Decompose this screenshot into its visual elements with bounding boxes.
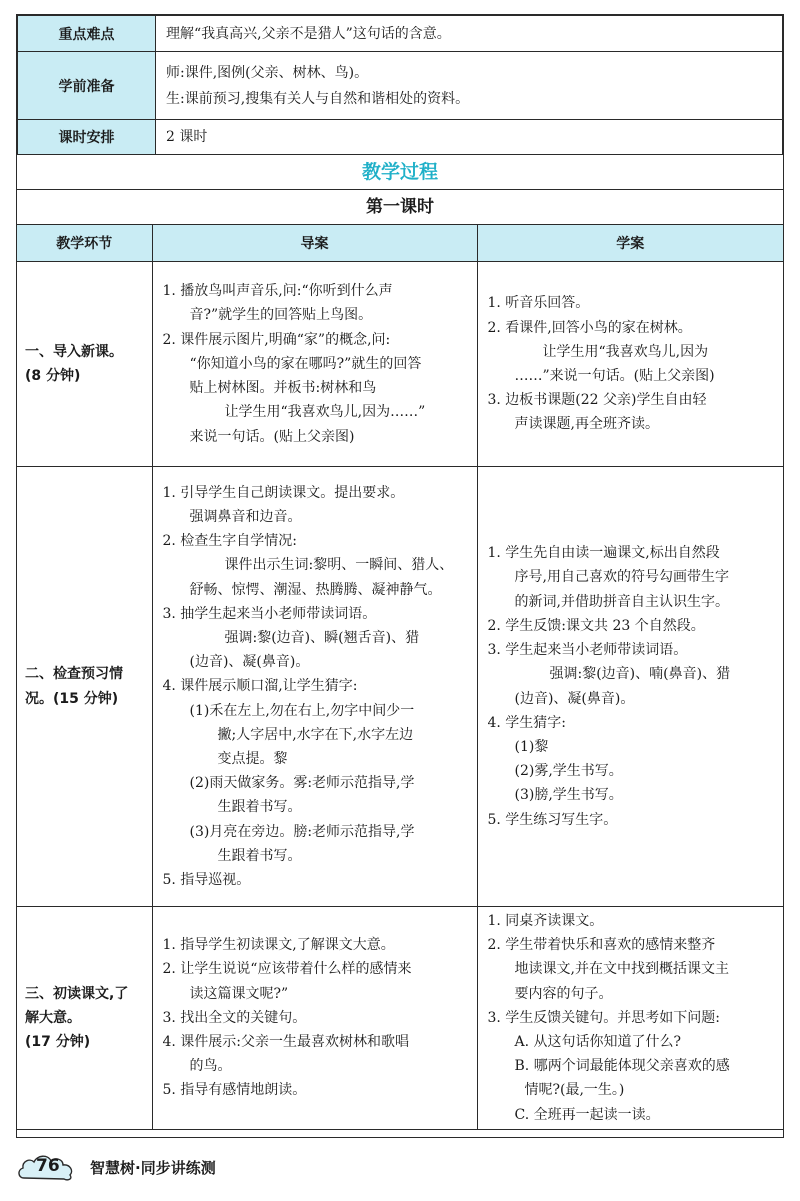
stage-row-reading (17, 907, 783, 1130)
prep-label: 学前准备 (18, 52, 156, 120)
study-line: 4. 学生猜字: (487, 714, 567, 731)
stage-title: 三、初读课文,了 (25, 985, 129, 1002)
guide-line: 1. 播放鸟叫声音乐,问:“你听到什么声 (162, 283, 393, 300)
guide-line: 2. 让学生说说“应该带着什么样的感情来 (162, 961, 412, 978)
guide-line: 5. 指导巡视。 (162, 872, 251, 889)
schedule-row (18, 120, 783, 155)
page-footer (16, 1150, 316, 1186)
study-line: 要内容的句子。 (514, 985, 613, 1002)
schedule-label: 课时安排 (18, 120, 156, 155)
guide-line: 贴上树林图。并板书:树林和鸟 (189, 380, 377, 397)
key-points-label: 重点难点 (18, 16, 156, 52)
study-line: 2. 学生带着快乐和喜欢的感情来整齐 (487, 937, 716, 954)
study-line: (3)膀,学生书写。 (514, 787, 623, 804)
guide-line: (边音)、凝(鼻音)。 (189, 654, 310, 671)
lesson-title: 第一课时 (17, 190, 783, 225)
study-line: 1. 同桌齐读课文。 (487, 913, 604, 929)
stage-cell (17, 907, 152, 1130)
study-line: 让学生用“我喜欢鸟儿,因为 (542, 343, 709, 360)
guide-line: 4. 课件展示顺口溜,让学生猜字: (162, 678, 358, 695)
study-line: 地读课文,并在文中找到概括课文主 (514, 961, 729, 978)
study-line: C. 全班再一起读一读。 (514, 1106, 660, 1123)
key-points-text: 理解“我真高兴,父亲不是猎人”这句话的含意。 (156, 16, 783, 52)
guide-line: 2. 检查生字自学情况: (162, 533, 298, 550)
stage-title-cont: 解大意。 (25, 1009, 81, 1026)
study-line: 1. 学生先自由读一遍课文,标出自然段 (487, 545, 720, 562)
study-line: 2. 看课件,回答小鸟的家在树林。 (487, 319, 692, 336)
guide-cell (152, 262, 477, 467)
stage-cell (17, 262, 152, 467)
study-line: 3. 学生起来当小老师带读词语。 (487, 642, 688, 659)
study-line: (1)黎 (514, 738, 549, 755)
guide-line: 变点提。黎 (217, 751, 288, 767)
key-points-row (18, 16, 783, 52)
guide-line: 3. 抽学生起来当小老师带读词语。 (162, 605, 377, 622)
guide-line: (3)月亮在旁边。膀:老师示范指导,学 (189, 823, 415, 840)
guide-line: 1. 指导学生初读课文,了解课文大意。 (162, 937, 395, 954)
prep-row (18, 52, 783, 120)
guide-line: 的鸟。 (189, 1058, 232, 1075)
study-header: 学案 (477, 225, 783, 262)
guide-line: 强调鼻音和边音。 (189, 508, 302, 525)
study-line: 3. 学生反馈关键句。并思考如下问题: (487, 1009, 721, 1026)
stage-duration: 况。(15 分钟) (25, 690, 119, 707)
stage-row-preview (17, 467, 783, 907)
guide-line: 3. 找出全文的关键句。 (162, 1009, 307, 1026)
stage-cell (17, 467, 152, 907)
guide-line: 生跟着书写。 (217, 799, 302, 816)
study-line: 5. 学生练习写生字。 (487, 811, 618, 828)
study-line: 情呢?(最,一生。) (524, 1082, 625, 1099)
guide-line: 让学生用“我喜欢鸟儿,因为……” (224, 404, 426, 421)
guide-cell (152, 907, 477, 1130)
page-number: 76 (36, 1156, 60, 1176)
guide-line: “你知道小鸟的家在哪吗?”就生的回答 (189, 355, 422, 372)
guide-line: 1. 引导学生自己朗读课文。提出要求。 (162, 484, 405, 501)
study-line: 的新词,并借助拼音自主认识生字。 (514, 593, 729, 610)
study-line: 3. 边板书课题(22 父亲)学生自由轻 (487, 392, 707, 409)
stage-header: 教学环节 (17, 225, 152, 262)
stage-row-intro (17, 262, 783, 467)
study-line: B. 哪两个词最能体现父亲喜欢的感 (514, 1058, 730, 1075)
guide-line: 生跟着书写。 (217, 847, 302, 864)
study-line: A. 从这句话你知道了什么? (514, 1034, 682, 1051)
guide-line: 来说一句话。(贴上父亲图) (189, 428, 355, 445)
prep-student: 生:课前预习,搜集有关人与自然和谐相处的资料。 (166, 90, 470, 107)
guide-line: 读这篇课文呢?” (189, 985, 289, 1002)
guide-line: (2)雨天做家务。雾:老师示范指导,学 (189, 775, 415, 792)
guide-line: 5. 指导有感情地朗读。 (162, 1082, 307, 1099)
study-line: ……”来说一句话。(贴上父亲图) (514, 368, 715, 384)
guide-line: 撇;人字居中,水字在下,水字左边 (217, 726, 414, 743)
study-line: 1. 听音乐回答。 (487, 295, 590, 312)
guide-line: 4. 课件展示:父亲一生最喜欢树林和歌唱 (162, 1034, 410, 1051)
guide-header: 导案 (152, 225, 477, 262)
study-line: (2)雾,学生书写。 (514, 763, 623, 780)
info-table (17, 15, 783, 155)
study-line: 声读课题,再全班齐读。 (514, 416, 659, 433)
series-name: 智慧树·同步讲练测 (90, 1159, 216, 1177)
guide-line: 舒畅、惊愕、潮湿、热腾腾、凝神静气。 (189, 581, 442, 598)
guide-line: 强调:黎(边音)、瞬(翘舌音)、猎 (224, 629, 420, 646)
schedule-text: 2 课时 (156, 120, 783, 155)
prep-teacher: 师:课件,图例(父亲、树林、鸟)。 (166, 64, 369, 81)
process-title: 教学过程 (17, 155, 783, 190)
stage-duration: (8 分钟) (25, 368, 81, 384)
process-table (17, 225, 783, 1130)
stage-duration: (17 分钟) (25, 1034, 91, 1051)
guide-cell (152, 467, 477, 907)
study-cell (477, 907, 783, 1130)
guide-line: 2. 课件展示图片,明确“家”的概念,问: (162, 331, 391, 348)
guide-line: 音?”就学生的回答贴上鸟图。 (189, 307, 373, 324)
lesson-plan-sheet (16, 14, 784, 1138)
guide-line: (1)禾在左上,勿在右上,勿字中间少一 (189, 702, 415, 719)
study-cell (477, 467, 783, 907)
study-line: 强调:黎(边音)、喃(鼻音)、猎 (549, 666, 731, 683)
stage-title: 一、导入新课。 (25, 343, 123, 360)
study-cell (477, 262, 783, 467)
guide-line: 课件出示生词:黎明、一瞬间、猎人、 (224, 557, 454, 574)
study-line: 2. 学生反馈:课文共 23 个自然段。 (487, 617, 705, 634)
study-line: 序号,用自己喜欢的符号勾画带生字 (514, 569, 729, 586)
process-header-row (17, 225, 783, 262)
study-line: (边音)、凝(鼻音)。 (514, 690, 635, 707)
prep-content (156, 52, 783, 120)
stage-title: 二、检查预习情 (25, 666, 123, 683)
